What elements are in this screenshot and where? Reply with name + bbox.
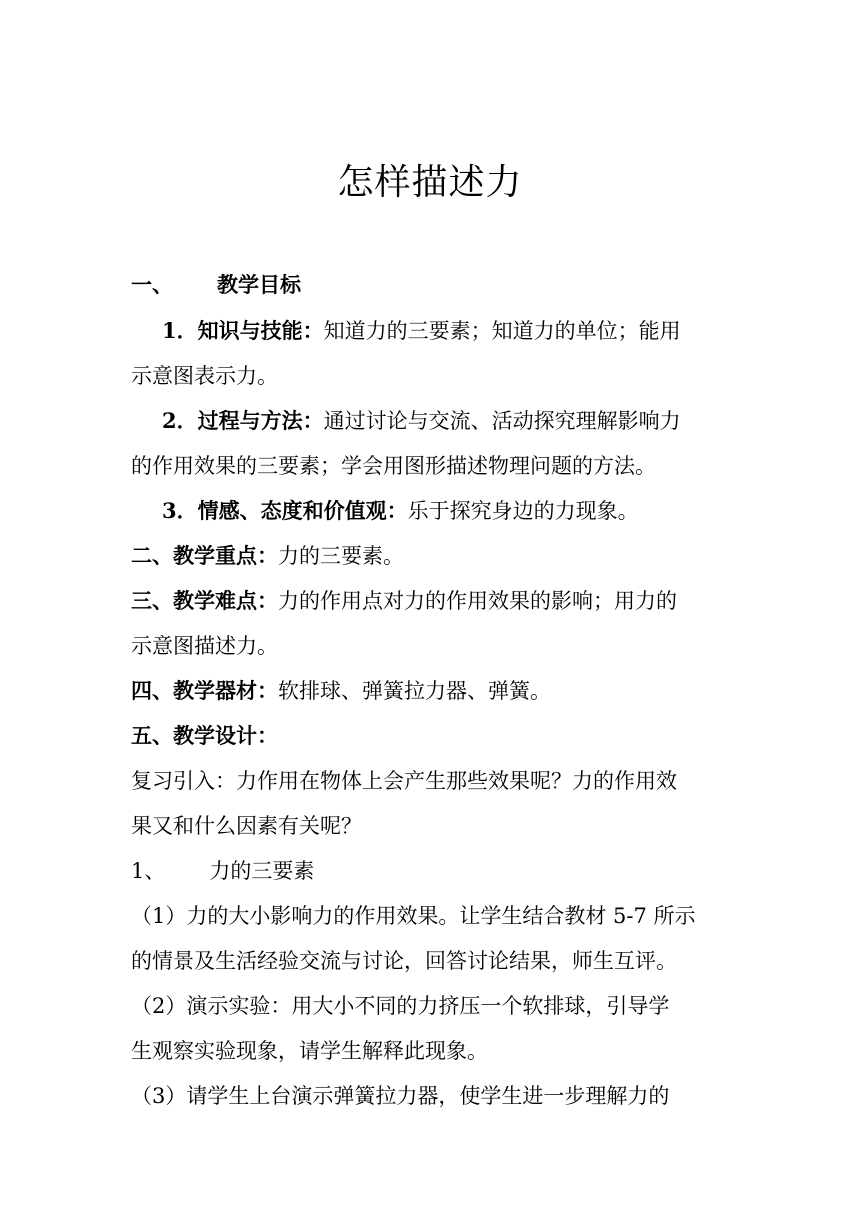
- objective-text: 通过讨论与交流、活动探究理解影响力: [323, 409, 681, 433]
- section-label: 四、教学器材：: [131, 678, 278, 703]
- review-line1: 复习引入：力作用在物体上会产生那些效果呢？力的作用效: [131, 769, 677, 793]
- objective-process-line2: 的作用效果的三要素；学会用图形描述物理问题的方法。: [131, 454, 656, 478]
- objective-process-line1: [162, 406, 731, 436]
- section-objectives-heading: [131, 270, 731, 300]
- review-line2: 果又和什么因素有关呢？: [131, 814, 362, 838]
- objective-knowledge-line1: [162, 316, 731, 346]
- section-label: 二、教学重点：: [131, 543, 278, 568]
- objective-label: 1．知识与技能：: [162, 318, 324, 343]
- subsection-three-elements: [131, 856, 731, 886]
- objective-emotion-line: [162, 496, 762, 526]
- item2-line1: （2）演示实验：用大小不同的力挤压一个软排球，引导学: [131, 994, 670, 1018]
- objective-label: 2．过程与方法：: [162, 408, 324, 433]
- section-key-point: [131, 541, 731, 571]
- section-text: 力的三要素。: [278, 544, 404, 568]
- objective-knowledge-line2: 示意图表示力。: [131, 364, 278, 388]
- section-number: 一、: [131, 272, 173, 297]
- subsection-number: 1、: [131, 859, 166, 883]
- objective-label: 3．情感、态度和价值观：: [162, 498, 408, 523]
- section-equipment: [131, 676, 731, 706]
- document-title: 怎样描述力: [337, 162, 523, 203]
- item1-line1: （1）力的大小影响力的作用效果。让学生结合教材 5-7 所示: [131, 904, 696, 928]
- section-label: 三、教学难点：: [131, 588, 278, 613]
- section-difficulty-line1: [131, 586, 731, 616]
- section-text: 软排球、弹簧拉力器、弹簧。: [278, 679, 551, 703]
- item2-line2: 生观察实验现象，请学生解释此现象。: [131, 1039, 488, 1063]
- section-heading: 教学目标: [217, 272, 301, 297]
- subsection-heading: 力的三要素: [209, 859, 315, 883]
- objective-text: 知道力的三要素；知道力的单位；能用: [323, 319, 681, 343]
- item1-line2: 的情景及生活经验交流与讨论，回答讨论结果，师生互评。: [131, 949, 677, 973]
- objective-text: 乐于探究身边的力现象。: [407, 499, 639, 523]
- section-design-heading: 五、教学设计：: [131, 723, 278, 748]
- section-difficulty-line2: 示意图描述力。: [131, 634, 278, 658]
- section-text: 力的作用点对力的作用效果的影响；用力的: [278, 589, 677, 613]
- item3-line1: （3）请学生上台演示弹簧拉力器，使学生进一步理解力的: [131, 1084, 670, 1108]
